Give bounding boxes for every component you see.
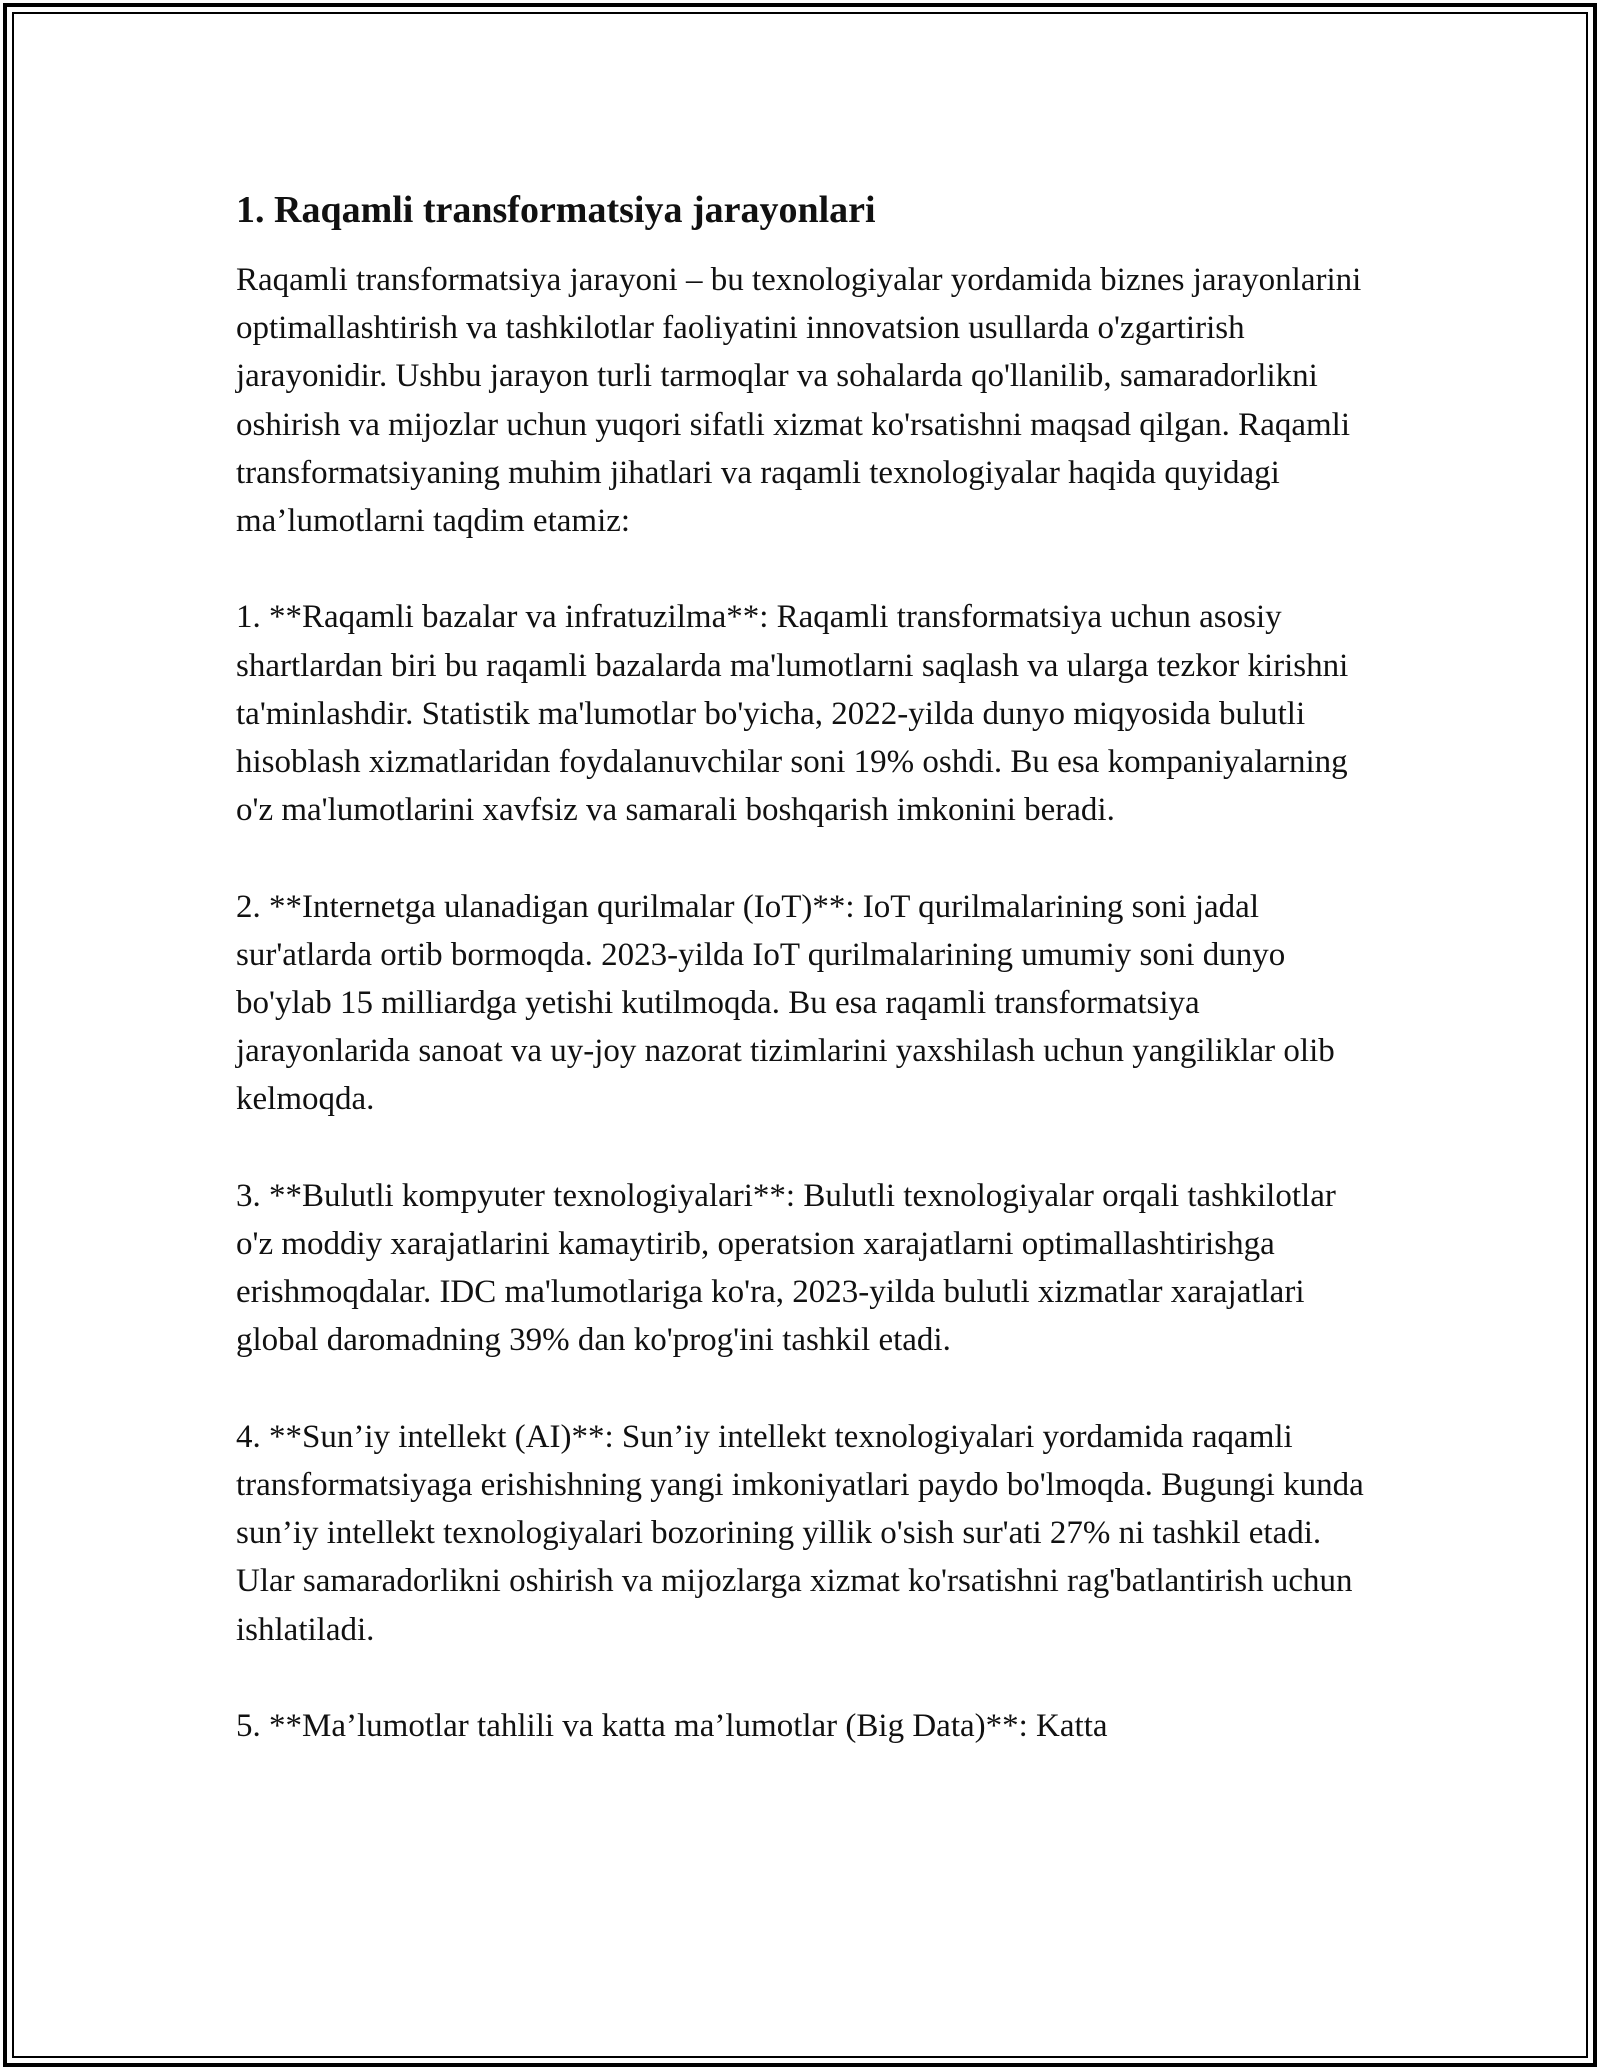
intro-paragraph: Raqamli transformatsiya jarayoni – bu texnologiyalar yordamida biznes jarayonlarini optimallashtirish va tashkilotlar faoliyatini innovatsion usullarda o'zgartirish jarayonidir. Ushbu jarayon turli tarmoqlar va sohalarda qo'llanilib, samaradorlikni oshirish va mijozlar uchun yuqori sifatli xizmat ko'rsatishni maqsad qilgan. Raqamli transformatsiyaning muhim jihatlari va raqamli texnologiyalar haqida quyidagi ma’lumotlarni taqdim etamiz:: [236, 262, 1362, 540]
section-title: 1. Raqamli transformatsiya jarayonlari: [236, 189, 876, 231]
list-item-1: 1. **Raqamli bazalar va infratuzilma**: Raqamli transformatsiya uchun asosiy shartlardan biri bu raqamli bazalarda ma'lumotlarni saqlash va ularga tezkor kirishni ta'minlashdir. Statistik ma'lumotlar bo'yicha, 2022-yilda dunyo miqyosida bulutli hisoblash xizmatlaridan foydalanuvchilar soni 19% oshdi. Bu esa kompaniyalarning o'z ma'lumotlarini xavfsiz va samarali boshqarish imkonini beradi.: [236, 599, 1349, 829]
list-item-3: 3. **Bulutli kompyuter texnologiyalari**: Bulutli texnologiyalar orqali tashkilotlar o'z moddiy xarajatlarini kamaytirib, operatsion xarajatlarni optimallashtirishga erishmoqdalar. IDC ma'lumotlariga ko'ra, 2023-yilda bulutli xizmatlar xarajatlari global daromadning 39% dan ko'prog'ini tashkil etadi.: [236, 1177, 1336, 1359]
list-item-4: 4. **Sun’iy intellekt (AI)**: Sun’iy intellekt texnologiyalari yordamida raqamli transformatsiyaga erishishning yangi imkoniyatlari paydo bo'lmoqda. Bugungi kunda sun’iy intellekt texnologiyalari bozorining yillik o'sish sur'ati 27% ni tashkil etadi. Ular samaradorlikni oshirish va mijozlarga xizmat ko'rsatishni rag'batlantirish uchun ishlatiladi.: [236, 1418, 1364, 1648]
list-item-2: 2. **Internetga ulanadigan qurilmalar (IoT)**: IoT qurilmalarining soni jadal sur'atlarda ortib bormoqda. 2023-yilda IoT qurilmalarining umumiy soni dunyo bo'ylab 15 milliardga yetishi kutilmoqda. Bu esa raqamli transformatsiya jarayonlarida sanoat va uy-joy nazorat tizimlarini yaxshilash uchun yangiliklar olib kelmoqda.: [236, 888, 1335, 1118]
list-item-5: 5. **Ma’lumotlar tahlili va katta ma’lumotlar (Big Data)**: Katta: [236, 1708, 1108, 1745]
document-body: [236, 186, 1376, 1750]
